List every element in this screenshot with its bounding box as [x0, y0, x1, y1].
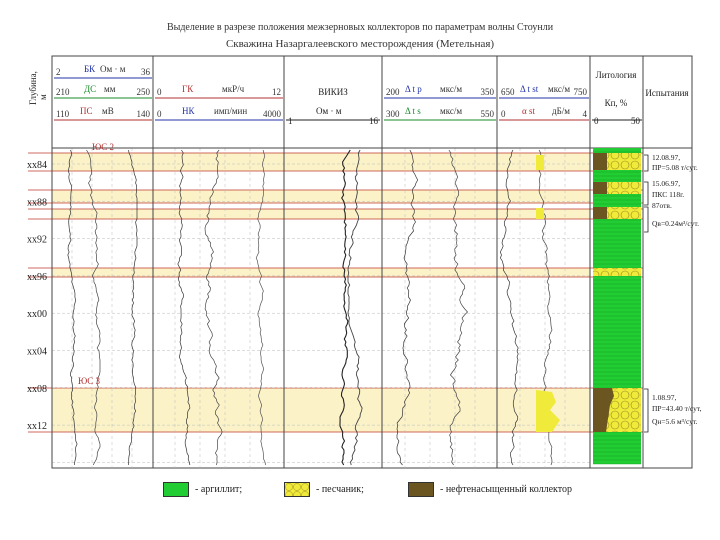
scale-max: 350	[480, 87, 494, 97]
legend-item-sandstone	[284, 482, 364, 497]
highlight-zone	[52, 153, 590, 171]
lithology-header: Литология	[595, 70, 637, 80]
attenuation-fill	[536, 208, 544, 219]
scale-min-vikiz: 1	[288, 116, 293, 126]
test-bracket	[644, 389, 648, 432]
curve-name: Δ t s	[405, 106, 421, 116]
depth-mark-label: xx96	[27, 271, 47, 283]
scale-max: 250	[136, 87, 150, 97]
scale-min: 0	[501, 109, 506, 119]
test-result-text: ПР=5.08 т/сут.	[652, 163, 698, 172]
highlight-zone	[52, 209, 590, 219]
test-result-text: Qв=0.24м³/сут.	[652, 219, 699, 228]
curve-unit: имп/мин	[214, 106, 248, 116]
curve-name: НК	[182, 106, 195, 116]
scale-max: 4000	[263, 109, 281, 119]
test-bracket	[644, 207, 648, 232]
oil-swatch-icon	[408, 482, 434, 497]
curve-name-vikiz: ВИКИЗ	[318, 87, 348, 97]
legend-label-sandstone: - песчаник;	[316, 484, 364, 495]
curve-name: ДС	[84, 84, 97, 94]
green-swatch-icon	[163, 482, 189, 497]
scale-max: 550	[480, 109, 494, 119]
lithology-oil	[593, 153, 607, 170]
scale-min: 2	[56, 67, 61, 77]
scale-max: 36	[141, 67, 150, 77]
highlight-zone	[52, 388, 590, 432]
attenuation-fill	[536, 155, 544, 170]
lithology-sandstone	[593, 268, 641, 276]
test-bracket	[644, 155, 648, 171]
test-result-text: 87отв.	[652, 201, 672, 210]
curve-unit: дБ/м	[552, 106, 570, 116]
scale-max: 140	[136, 109, 150, 119]
test-result-text: 12.08.97,	[652, 153, 681, 162]
curve-unit: Ом · м	[100, 64, 126, 74]
test-result-text: 15.06.97,	[652, 179, 681, 188]
curve-unit: мкс/м	[440, 84, 463, 94]
scale-max: 4	[582, 109, 587, 119]
curve-name: Δ t st	[520, 84, 539, 94]
scale-min: 0	[157, 87, 162, 97]
curve-unit: мВ	[102, 106, 114, 116]
legend-item-oil	[408, 482, 572, 497]
depth-mark-label: xx88	[27, 197, 47, 209]
scale-min: 650	[501, 87, 515, 97]
depth-mark-label: xx84	[27, 160, 47, 171]
curve-unit-vikiz: Ом · м	[316, 106, 342, 116]
scale-max: 12	[272, 87, 281, 97]
legend-label-oil: - нефтенасыщенный коллектор	[440, 484, 572, 495]
tests-header: Испытания	[645, 88, 689, 98]
legend-label-shale: - аргиллит;	[195, 484, 243, 495]
scale-min: 110	[56, 109, 70, 119]
curve-name: БК	[84, 64, 96, 74]
porosity-unit: Кп, %	[604, 98, 628, 108]
chart-title: Выделение в разрезе положения межзерновых коллекторов по параметрам волны Стоунли	[166, 22, 554, 33]
lithology-oil	[593, 182, 607, 194]
test-result-text: Qн=5.6 м³/сут.	[652, 417, 698, 426]
depth-header-label: Глубина,	[28, 71, 38, 105]
lithology-oil	[593, 207, 607, 219]
curve-unit: мкс/м	[440, 106, 463, 116]
curve-unit: мм	[104, 84, 116, 94]
depth-header-unit: м	[38, 94, 48, 100]
test-result-text: 1.08.97,	[652, 393, 677, 402]
porosity-max: 50	[631, 116, 640, 126]
scale-min: 0	[157, 109, 162, 119]
depth-mark-label: xx04	[27, 346, 47, 358]
test-result-text: ПР=43.40 т/сут,	[652, 404, 702, 413]
scale-max-vikiz: 16	[369, 116, 378, 126]
curve-unit: мкР/ч	[222, 84, 245, 94]
legend-item-shale	[163, 482, 242, 497]
scale-min: 300	[386, 109, 400, 119]
sandstone-swatch-icon	[284, 482, 310, 497]
porosity-min: 0	[594, 116, 599, 126]
scale-min: 210	[56, 87, 70, 97]
zone-label-1: ЮС 2	[92, 142, 115, 152]
depth-mark-label: xx12	[27, 421, 47, 433]
curve-unit: мкс/м	[548, 84, 571, 94]
curve-name: ГК	[182, 84, 194, 94]
depth-mark-label: xx92	[27, 234, 47, 246]
curve-name: Δ t р	[405, 84, 422, 94]
scale-max: 750	[573, 87, 587, 97]
depth-mark-label: xx00	[27, 309, 47, 321]
scale-min: 200	[386, 87, 400, 97]
curve-name: ПС	[80, 106, 93, 116]
test-bracket	[644, 182, 648, 205]
depth-mark-label: xx08	[27, 383, 47, 395]
test-result-text: ПКС 118г.	[652, 190, 685, 199]
zone-label-2: ЮС 3	[78, 376, 101, 386]
curve-name: α st	[522, 106, 535, 116]
chart-subtitle: Скважина Назаргалеевского месторождения (Метельная)	[225, 38, 495, 50]
